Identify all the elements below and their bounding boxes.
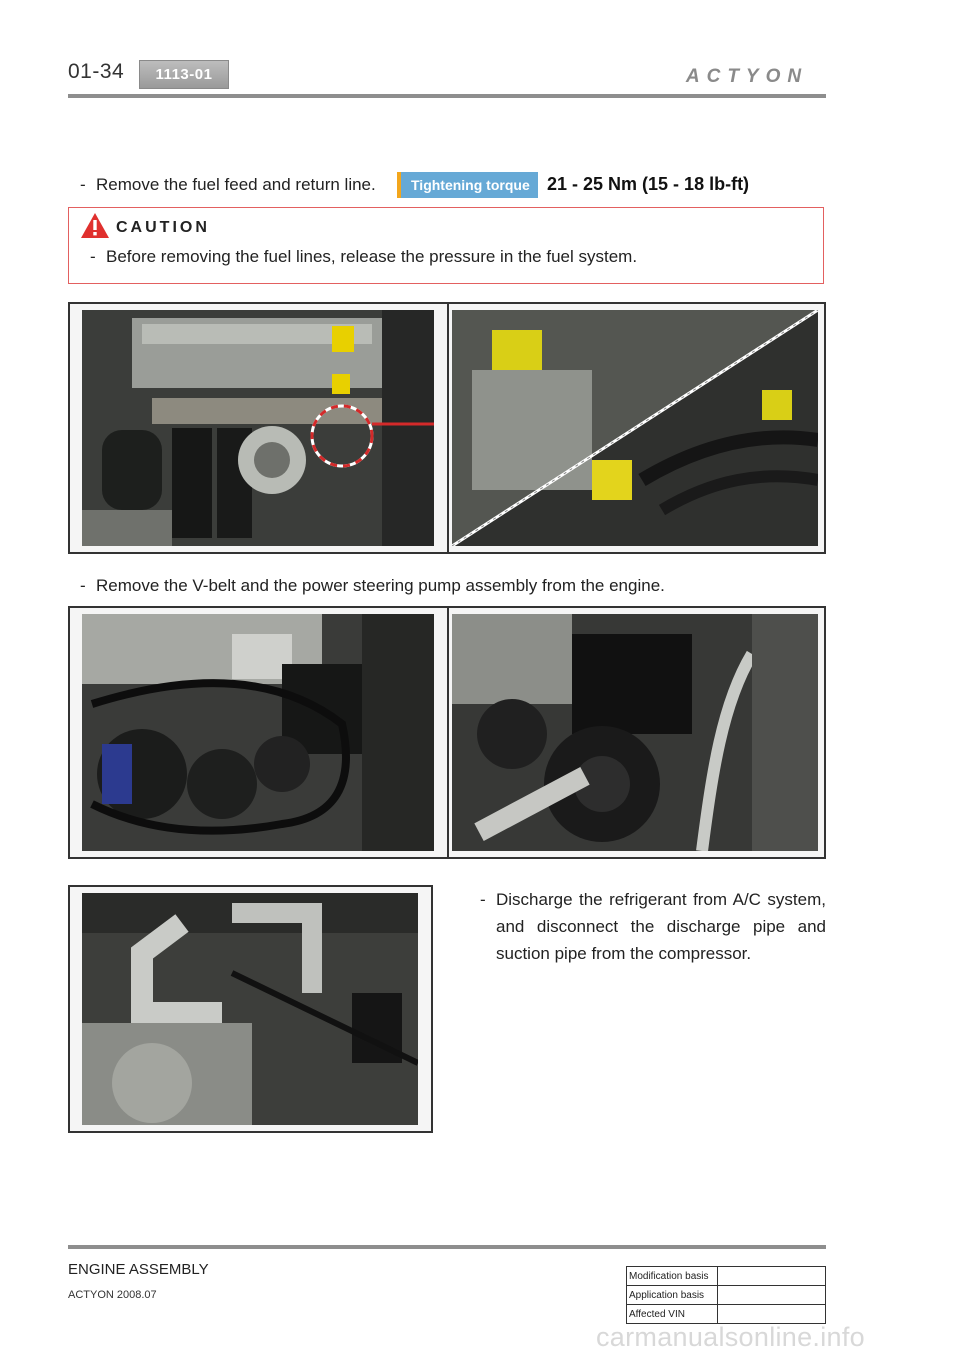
- photo-power-steering-pump: [452, 614, 818, 851]
- footer-rule: [68, 1245, 826, 1249]
- step-fuel-lines: [80, 175, 376, 195]
- modification-table: [626, 1266, 826, 1324]
- photo-ac-compressor: [82, 893, 418, 1125]
- footer-subtitle: ACTYON 2008.07: [68, 1289, 157, 1301]
- table-value: [718, 1267, 826, 1286]
- bullet-dash: -: [90, 247, 96, 266]
- photo-engine-top: [82, 310, 434, 546]
- table-value: [718, 1305, 826, 1324]
- photo-vbelt: [82, 614, 434, 851]
- table-row: [627, 1305, 826, 1324]
- table-value: [718, 1286, 826, 1305]
- caution-text: [90, 247, 637, 267]
- header-rule: [68, 94, 826, 98]
- svg-text:ACTYON: ACTYON: [685, 66, 809, 86]
- caution-title: CAUTION: [116, 219, 210, 236]
- bullet-dash: -: [80, 576, 86, 595]
- table-row: [627, 1267, 826, 1286]
- section-code-badge: 1113-01: [139, 60, 229, 89]
- page-number: 01-34: [68, 60, 125, 83]
- step-text: Discharge the refrigerant from A/C system, and disconnect the discharge pipe and suction pipe from the compressor.: [496, 890, 826, 963]
- bullet-dash: -: [480, 890, 486, 909]
- torque-value: 21 - 25 Nm (15 - 18 lb-ft): [547, 174, 750, 194]
- table-label: Application basis: [627, 1286, 718, 1305]
- table-row: [627, 1286, 826, 1305]
- step-text: Remove the V-belt and the power steering pump assembly from the engine.: [96, 576, 665, 595]
- photo-fuel-line-detail: [452, 310, 818, 546]
- warning-icon: [80, 212, 110, 239]
- step-vbelt: [80, 576, 665, 596]
- brand-logo: [668, 64, 826, 86]
- table-label: Affected VIN: [627, 1305, 718, 1324]
- footer-title: ENGINE ASSEMBLY: [68, 1261, 209, 1278]
- table-label: Modification basis: [627, 1267, 718, 1286]
- step-ac-discharge: [478, 886, 826, 967]
- torque-label: Tightening torque: [397, 172, 538, 198]
- step-text: Remove the fuel feed and return line.: [96, 175, 376, 194]
- bullet-dash: -: [80, 175, 86, 194]
- caution-text-body: Before removing the fuel lines, release the pressure in the fuel system.: [106, 247, 638, 266]
- watermark: carmanualsonline.info: [596, 1322, 865, 1352]
